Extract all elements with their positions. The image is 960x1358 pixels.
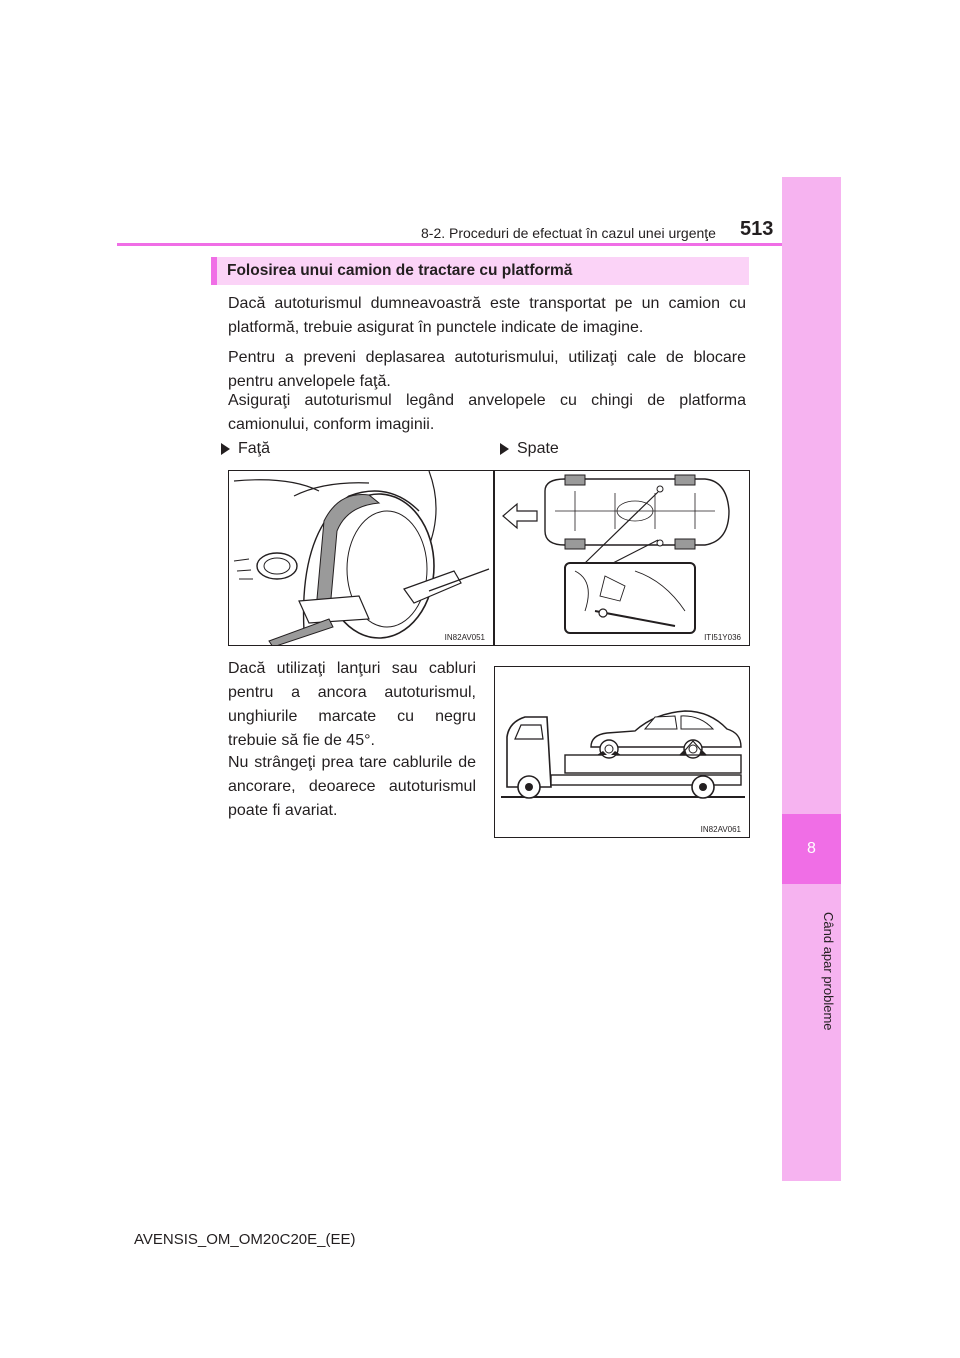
rear-label: Spate <box>517 440 559 457</box>
chapter-label: Când apar probleme <box>821 911 836 1031</box>
underbody-illustration <box>495 471 750 646</box>
figure-code: IN82AV061 <box>700 825 741 834</box>
front-label: Faţă <box>238 440 271 457</box>
paragraph-transport: Dacă autoturismul dumneavoastră este transportat pe un camion cu platformă, trebuie asigurat în punctele indicate de imagine. <box>228 295 746 336</box>
note-tension: Nu strângeţi prea tare cablurile de ancorare, deoarece autoturismul poate fi avariat. <box>228 754 476 819</box>
header-title: 8-2. Proceduri de efectuat în cazul unei urgenţe <box>421 225 716 241</box>
arrow-right-icon <box>221 443 230 455</box>
section-heading <box>211 257 749 285</box>
paragraph-blocking: Pentru a preveni deplasarea autoturismului, utilizaţi cale de blocare pentru anvelopele faţă. <box>228 349 746 390</box>
figure-code: ITI51Y036 <box>704 633 741 642</box>
front-wheel-illustration <box>229 471 494 646</box>
arrow-right-icon <box>500 443 509 455</box>
figure-tow-truck <box>494 666 750 838</box>
note-angle: Dacă utilizaţi lanţuri sau cabluri pentru a ancora autoturismul, unghiurile marcate cu negru trebuie să fie de 45°. <box>228 660 476 749</box>
page-number: 513 <box>740 218 774 240</box>
section-title: Folosirea unui camion de tractare cu platformă <box>227 262 573 279</box>
figure-rear-underbody <box>494 470 750 646</box>
header-rule <box>117 243 782 246</box>
document-footer: AVENSIS_OM_OM20C20E_(EE) <box>134 1231 356 1248</box>
bullet-rear <box>500 440 559 458</box>
figure-front-wheel <box>228 470 494 646</box>
chapter-number-badge: 8 <box>782 814 841 884</box>
paragraph-straps: Asiguraţi autoturismul legând anvelopele cu chingi de platforma camionului, conform imaginii. <box>228 392 746 433</box>
figure-code: IN82AV051 <box>444 633 485 642</box>
bullet-front <box>221 440 270 458</box>
tow-truck-illustration <box>495 667 750 838</box>
